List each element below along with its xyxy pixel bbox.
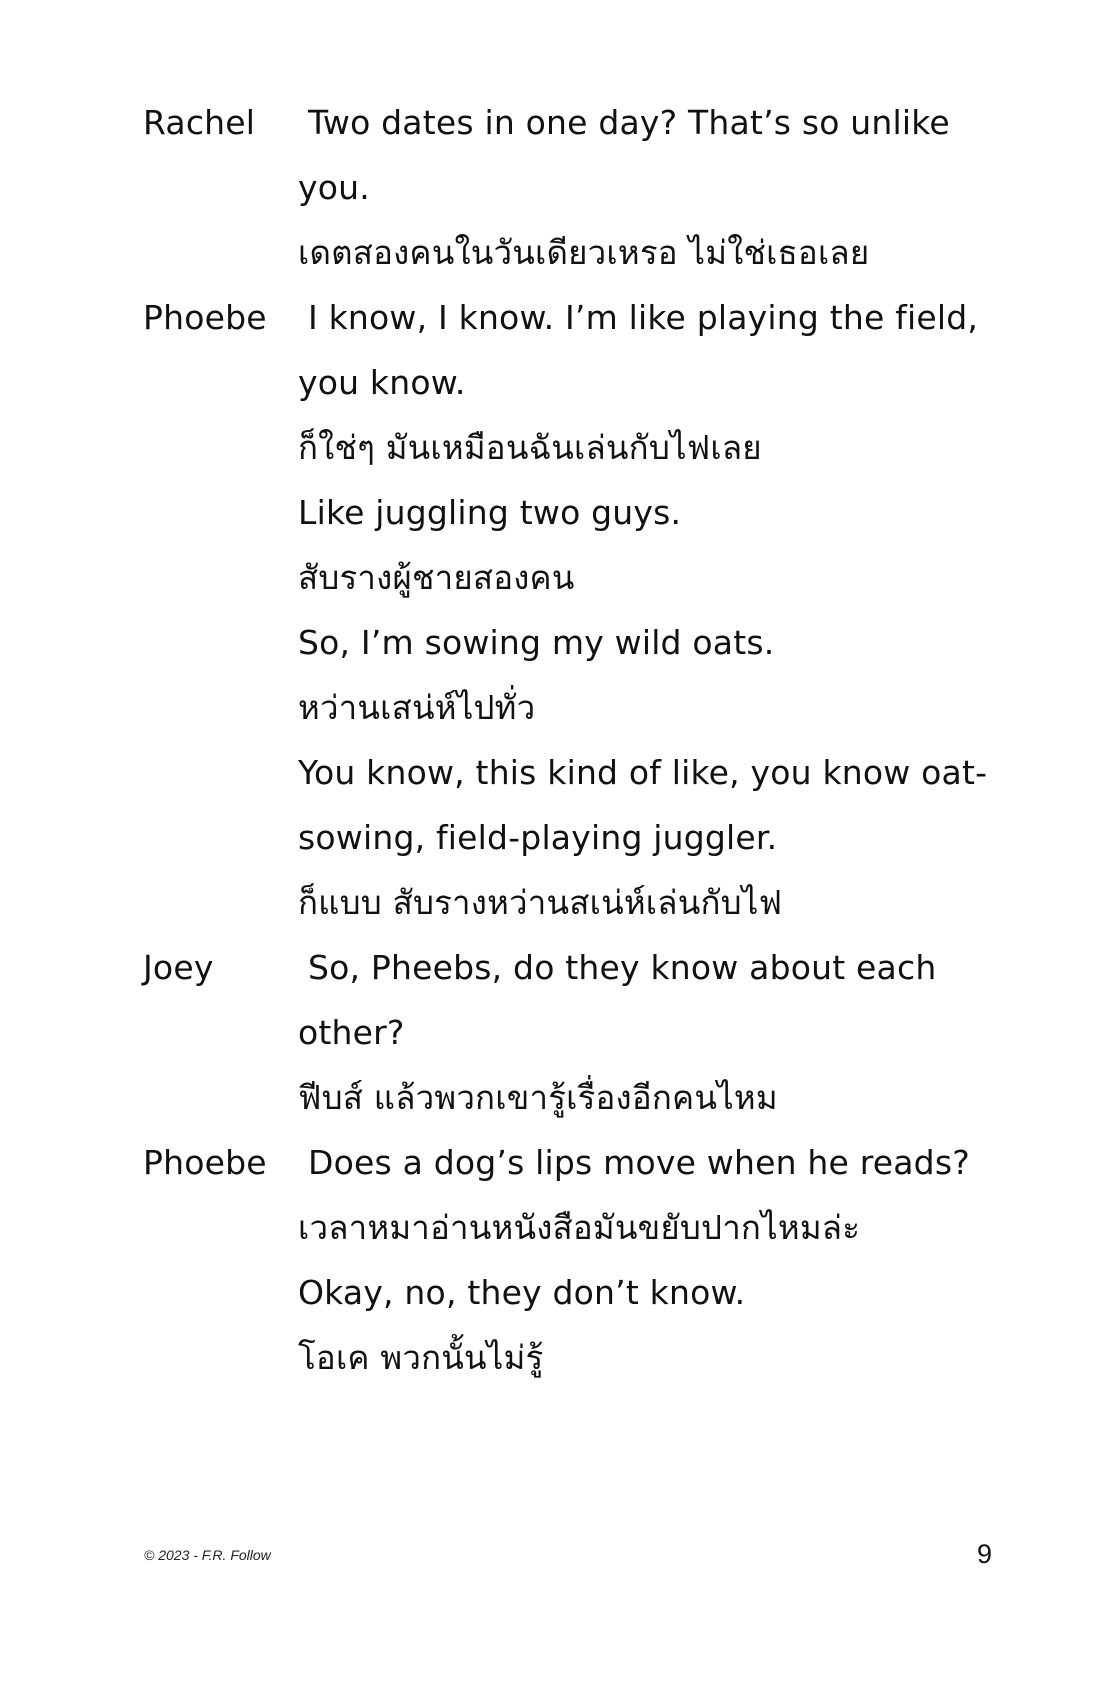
dialogue-line: So, Pheebs, do they know about each xyxy=(308,948,937,987)
dialogue-line: You know, this kind of like, you know oat- xyxy=(298,753,988,792)
dialogue-line: you know. xyxy=(298,363,466,402)
dialogue-line: Does a dog’s lips move when he reads? xyxy=(308,1143,970,1182)
translation-line: ก็แบบ สับรางหว่านสเน่ห์เล่นกับไฟ xyxy=(298,883,783,922)
translation-line: ฟีบส์ แล้วพวกเขารู้เรื่องอีกคนไหม xyxy=(298,1078,778,1117)
dialogue-line: sowing, field-playing juggler. xyxy=(298,818,778,857)
copyright-credit: © 2023 - F.R. Follow xyxy=(144,1547,271,1563)
translation-line: หว่านเสน่ห์ไปทั่ว xyxy=(298,688,536,727)
translation-line: สับรางผู้ชายสองคน xyxy=(298,558,575,597)
dialogue-line: I know, I know. I’m like playing the field, xyxy=(308,298,979,337)
dialogue-line: you. xyxy=(298,168,370,207)
dialogue-line: Okay, no, they don’t know. xyxy=(298,1273,746,1312)
speaker-name: Phoebe xyxy=(143,298,267,337)
speaker-name: Joey xyxy=(143,948,214,987)
translation-line: เวลาหมาอ่านหนังสือมันขยับปากไหมล่ะ xyxy=(298,1208,861,1247)
dialogue-line: Two dates in one day? That’s so unlike xyxy=(308,103,950,142)
page-number: 9 xyxy=(977,1539,993,1569)
translation-line: เดตสองคนในวันเดียวเหรอ ไม่ใช่เธอเลย xyxy=(298,233,870,272)
translation-line: ก็ใช่ๆ มันเหมือนฉันเล่นกับไฟเลย xyxy=(298,428,762,467)
speaker-name: Rachel xyxy=(143,103,256,142)
speaker-name: Phoebe xyxy=(143,1143,267,1182)
translation-line: โอเค พวกนั้นไม่รู้ xyxy=(298,1338,544,1377)
dialogue-line: So, I’m sowing my wild oats. xyxy=(298,623,775,662)
dialogue-line: Like juggling two guys. xyxy=(298,493,682,532)
dialogue-line: other? xyxy=(298,1013,405,1052)
